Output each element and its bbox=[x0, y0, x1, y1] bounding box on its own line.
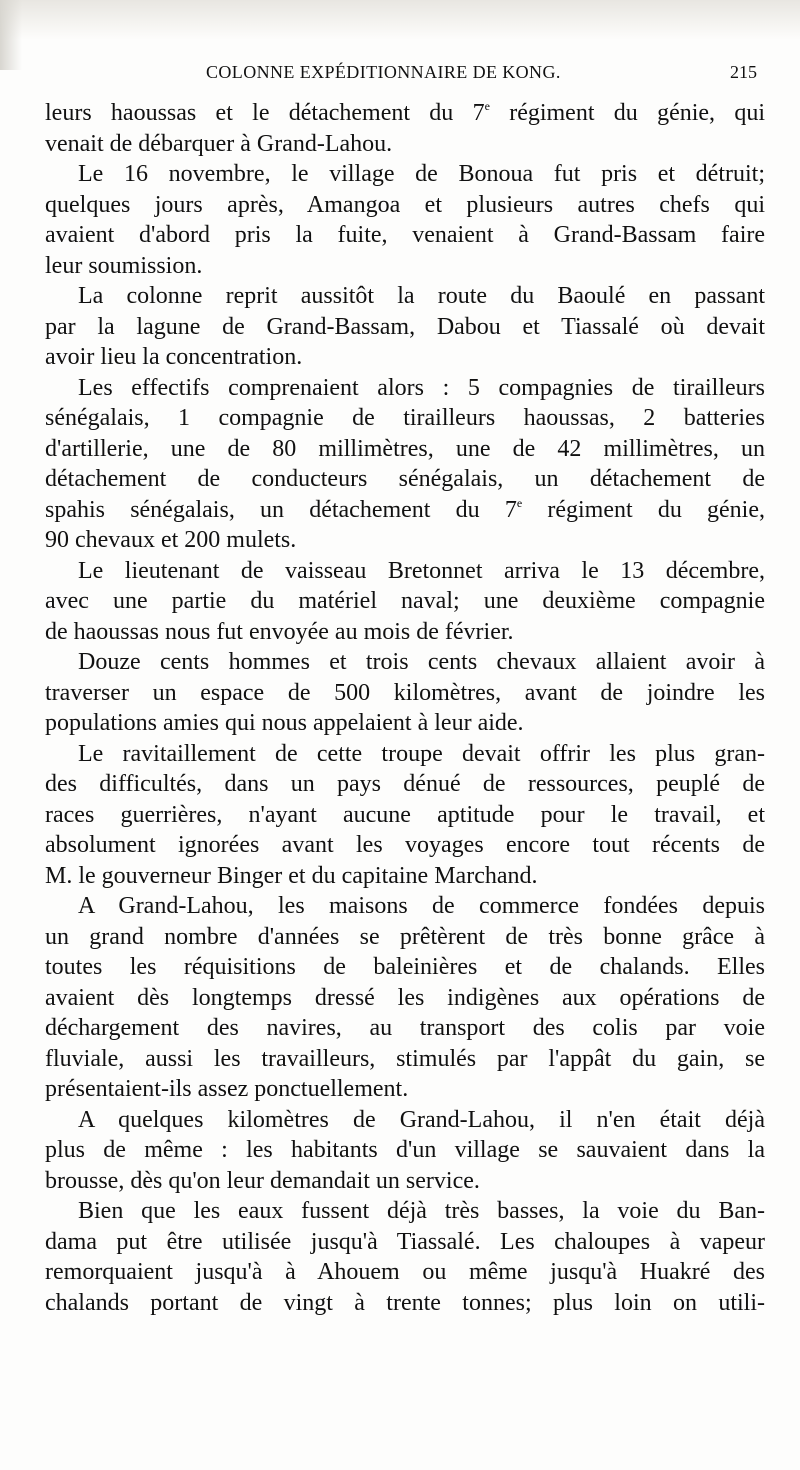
text-line: dama put être utilisée jusqu'à Tiassalé. Les chaloupes à vapeur bbox=[45, 1228, 765, 1255]
text-line: M. le gouverneur Binger et du capitaine Marchand. bbox=[45, 862, 538, 889]
body-text bbox=[45, 98, 765, 1318]
text-line: déchargement des navires, au transport des colis par voie bbox=[45, 1015, 765, 1041]
scan-left-shadow bbox=[0, 0, 22, 70]
paragraph-start: Les effectifs comprenaient alors : 5 compagnies de tirailleurs bbox=[78, 374, 765, 401]
paragraph-start: Douze cents hommes et trois cents chevaux allaient avoir à bbox=[78, 649, 765, 675]
paragraph-start: Le ravitaillement de cette troupe devait offrir les plus gran- bbox=[78, 740, 765, 767]
text-line: chalands portant de vingt à trente tonnes; plus loin on utili- bbox=[45, 1289, 765, 1316]
text-line: absolument ignorées avant les voyages encore tout récents de bbox=[45, 832, 765, 858]
text-line: par la lagune de Grand-Bassam, Dabou et Tiassalé où devait bbox=[45, 313, 765, 340]
paragraph-start: La colonne reprit aussitôt la route du Baoulé en passant bbox=[78, 283, 765, 309]
text-line: présentaient-ils assez ponctuellement. bbox=[45, 1076, 409, 1102]
text-line: 90 chevaux et 200 mulets. bbox=[45, 527, 297, 553]
text-line: leurs haoussas et le détachement du 7e régiment du génie, qui bbox=[45, 99, 765, 126]
text-line: d'artillerie, une de 80 millimètres, une de 42 millimètres, un bbox=[45, 435, 765, 462]
text-line: sénégalais, 1 compagnie de tirailleurs haoussas, 2 batteries bbox=[45, 405, 765, 431]
text-line: avec une partie du matériel naval; une deuxième compagnie bbox=[45, 588, 765, 614]
text-line: fluviale, aussi les travailleurs, stimulés par l'appât du gain, se bbox=[45, 1045, 765, 1072]
text-line: populations amies qui nous appelaient à leur aide. bbox=[45, 710, 524, 736]
text-line: avoir lieu la concentration. bbox=[45, 344, 303, 370]
page-number: 215 bbox=[730, 62, 757, 82]
scan-top-edge bbox=[0, 0, 800, 40]
text-line: spahis sénégalais, un détachement du 7e régiment du génie, bbox=[45, 495, 765, 523]
paragraph-start: Le lieutenant de vaisseau Bretonnet arriva le 13 décembre, bbox=[78, 557, 765, 584]
paragraph-start: Bien que les eaux fussent déjà très basses, la voie du Ban- bbox=[78, 1198, 765, 1224]
paragraph-start: A quelques kilomètres de Grand-Lahou, il n'en était déjà bbox=[78, 1106, 765, 1133]
text-line: quelques jours après, Amangoa et plusieurs autres chefs qui bbox=[45, 191, 765, 218]
text-line: avaient d'abord pris la fuite, venaient à Grand-Bassam faire bbox=[45, 222, 765, 248]
text-line: des difficultés, dans un pays dénué de ressources, peuplé de bbox=[45, 771, 765, 797]
text-line: toutes les réquisitions de baleinières et de chalands. Elles bbox=[45, 954, 765, 980]
text-line: brousse, dès qu'on leur demandait un service. bbox=[45, 1167, 480, 1194]
text-line: de haoussas nous fut envoyée au mois de février. bbox=[45, 618, 514, 645]
paragraph-start: Le 16 novembre, le village de Bonoua fut pris et détruit; bbox=[78, 161, 765, 187]
text-line: détachement de conducteurs sénégalais, un détachement de bbox=[45, 466, 765, 492]
text-line: un grand nombre d'années se prêtèrent de très bonne grâce à bbox=[45, 923, 765, 950]
text-line: plus de même : les habitants d'un village se sauvaient dans la bbox=[45, 1137, 765, 1163]
text-line: remorquaient jusqu'à à Ahouem ou même jusqu'à Huakré des bbox=[45, 1259, 765, 1285]
text-line: races guerrières, n'ayant aucune aptitude pour le travail, et bbox=[45, 801, 765, 828]
text-line: traverser un espace de 500 kilomètres, avant de joindre les bbox=[45, 679, 765, 706]
running-title: COLONNE EXPÉDITIONNAIRE DE KONG. bbox=[206, 62, 561, 82]
text-line: leur soumission. bbox=[45, 252, 203, 279]
text-line: avaient dès longtemps dressé les indigènes aux opérations de bbox=[45, 984, 765, 1011]
paragraph-start: A Grand-Lahou, les maisons de commerce fondées depuis bbox=[78, 893, 765, 919]
text-line: venait de débarquer à Grand-Lahou. bbox=[45, 130, 393, 157]
